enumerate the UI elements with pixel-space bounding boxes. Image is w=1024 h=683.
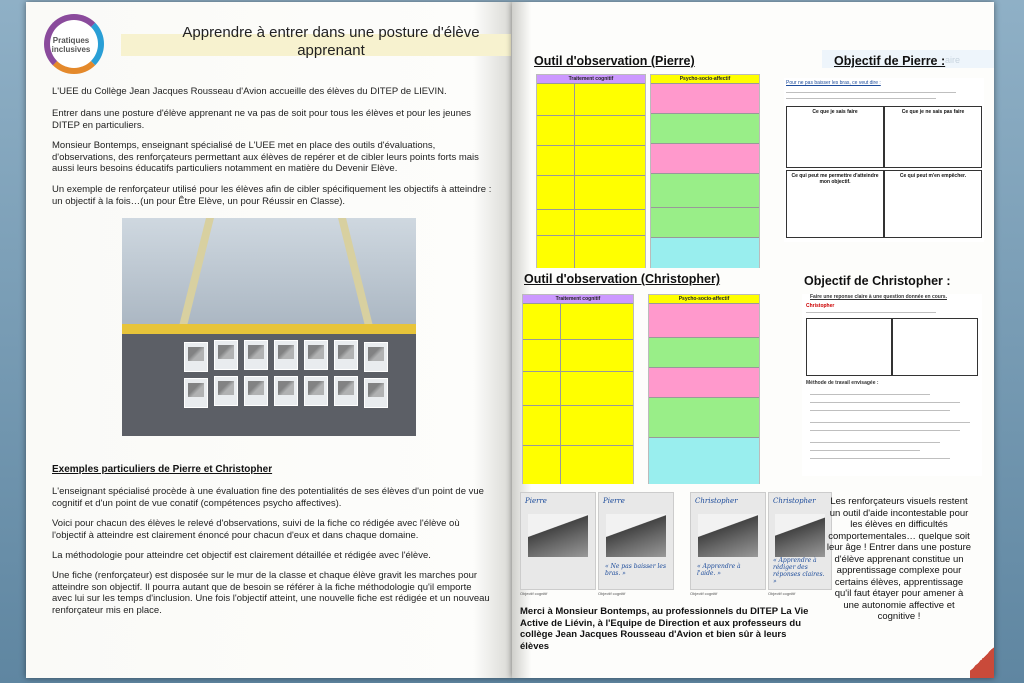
table-row	[649, 437, 759, 484]
intro-paragraph-1: L'UEE du Collège Jean Jacques Rousseau d'Avion accueille des élèves du DITEP de LIEVIN.	[52, 86, 447, 97]
text-line	[810, 450, 920, 451]
christopher-goal: Faire une reponse claire à une question donnée en cours.	[810, 294, 947, 300]
intro-paragraph-2: Entrer dans une posture d'élève apprenant ne va pas de soit pour tous les élèves et pour les jeunes DITEP en particuliers.	[52, 108, 472, 131]
logo-text	[36, 36, 106, 54]
table-row	[649, 337, 759, 368]
pierre-cognitive-table	[536, 74, 646, 268]
table-row	[649, 303, 759, 338]
helps-box	[786, 170, 884, 238]
text-line	[806, 312, 936, 313]
table-row	[651, 237, 759, 268]
tool-pierre-title: Outil d'observation (Pierre)	[534, 54, 695, 68]
reinforcer-card	[598, 492, 674, 590]
psycho-table-header: Psycho-socio-affectif	[651, 75, 759, 83]
card-label: Pierre	[603, 497, 625, 505]
can-do-heading: Ce que je sais faire	[812, 109, 858, 115]
card-label: Christopher	[695, 497, 738, 505]
card-note: « Apprendre à l'aide. »	[697, 563, 741, 577]
christopher-objective-sheet	[802, 294, 982, 476]
thanks-text: Merci à Monsieur Bontemps, au professionnels du DITEP La Vie Active de Liévin, à l'Equipe de Direction et aux professeurs du collège Jean Jacques Rousseau d'Avion et bien sûr à leurs élèves	[520, 606, 809, 652]
body-paragraph-4: Une fiche (renforçateur) est disposée sur le mur de la classe et chaque élève gravit les marches pour atteindre son objectif. Il pourra autant que de besoin se référer à la fiche méthodologie qu'il emporte avec lui sur les temps d'inclusion. Une fois l'objectif atteint, une nouvelle fiche est rédigée et un nouveau renforçateur mis en place.	[52, 570, 490, 616]
body-paragraph-3: La méthodologie pour atteindre cet objectif est clairement détaillée et rédigée avec l'élève.	[52, 550, 431, 561]
photo-sheet	[244, 376, 268, 406]
body-paragraph-1: L'enseignant spécialisé procède à une évaluation fine des potentialités de ses élèves d'un point de vue cognitif et d'un point de vue conatif (compétences psycho affectives).	[52, 486, 484, 509]
card-stairs-image	[775, 514, 825, 557]
page-curl	[970, 640, 994, 678]
text-line	[810, 422, 970, 423]
table-row	[537, 145, 645, 146]
table-row	[649, 397, 759, 438]
photo-sheet	[184, 378, 208, 408]
examples-subtitle: Exemples particuliers de Pierre et Christopher	[52, 464, 273, 475]
page-title: Apprendre à entrer dans une posture d'élève apprenant	[182, 24, 480, 59]
table-row	[537, 115, 645, 116]
reinforcer-card	[520, 492, 596, 590]
card-label: Christopher	[773, 497, 816, 505]
can-do-box	[806, 318, 892, 376]
cannot-do-box	[884, 106, 982, 168]
table-row	[537, 235, 645, 236]
text-line	[786, 92, 956, 93]
cognitive-table-header: Traitement cognitif	[523, 295, 633, 303]
photo-sheet	[184, 342, 208, 372]
table-row	[523, 405, 633, 406]
table-row	[523, 371, 633, 372]
table-row	[651, 207, 759, 238]
card-caption: Objectif cognitif	[690, 591, 718, 596]
table-row	[523, 339, 633, 340]
card-note: « Ne pas baisser les bras. »	[605, 563, 667, 577]
logo-line2: inclusives	[51, 45, 91, 54]
christopher-psycho-table	[648, 294, 760, 484]
can-do-box	[786, 106, 884, 168]
photo-sheet	[364, 342, 388, 372]
text-line	[810, 442, 940, 443]
intro-paragraph-3: Monsieur Bontemps, enseignant spécialisé de L'UEE met en place des outils d'évaluations, d'observations, des renforçateurs permettant aux élèves de repérer et de cibler leurs points forts mais aussi leurs besoins éducatifs particuliers notamment en matière du Devenir Elève.	[52, 140, 479, 174]
text-line	[786, 98, 936, 99]
row-label-cell	[537, 84, 575, 268]
tool-christopher-title: Outil d'observation (Christopher)	[524, 272, 721, 286]
cognitive-table-header: Traitement cognitif	[537, 75, 645, 83]
reinforcer-card	[768, 492, 832, 590]
table-row	[537, 175, 645, 176]
faded-text: aire	[945, 55, 961, 65]
christopher-cognitive-table	[522, 294, 634, 484]
body-paragraph-2: Voici pour chacun des élèves le relevé d'observations, suivi de la fiche co rédigée avec l'élève où l'objectif à atteindre est clairement énoncé pour chacun d'eux et dans chaque domaine.	[52, 518, 460, 541]
row-label-cell	[523, 304, 561, 484]
photo-sheet	[304, 340, 328, 370]
photo-sheet	[334, 340, 358, 370]
card-note: « Apprendre à rédiger des réponses claires. »	[773, 557, 825, 585]
card-stairs-image	[698, 514, 757, 557]
intro-paragraph-4: Un exemple de renforçateur utilisé pour les élèves afin de cibler spécifiquement les objectifs à atteindre : un objectif à la fois…(un pour Être Elève, un pour Réussir en Classe).	[52, 184, 492, 207]
photo-ledge	[122, 324, 416, 334]
card-stairs-image	[606, 514, 665, 557]
photo-sheet	[334, 376, 358, 406]
pierre-psycho-table	[650, 74, 760, 268]
table-row	[651, 113, 759, 144]
christopher-name: Christopher	[806, 303, 835, 309]
table-row	[651, 173, 759, 208]
left-page	[26, 2, 512, 678]
text-line	[810, 402, 960, 403]
photo-sheet	[304, 376, 328, 406]
reinforcer-card	[690, 492, 766, 590]
table-row	[651, 143, 759, 174]
text-line	[810, 410, 950, 411]
photo-sheet	[274, 376, 298, 406]
pierre-sheet-intro: Pour ne pas baisser les bras, ce veut dire :	[786, 80, 881, 86]
photo-sheet	[214, 340, 238, 370]
card-caption: Objectif cognitif	[768, 591, 796, 596]
psycho-table-header: Psycho-socio-affectif	[649, 295, 759, 303]
pierre-objective-sheet	[784, 78, 984, 242]
text-line	[810, 458, 950, 459]
photo-sheet	[214, 376, 238, 406]
prevents-heading: Ce qui peut m'en empêcher.	[899, 173, 967, 179]
pratiques-inclusives-logo	[36, 10, 112, 76]
table-row	[651, 83, 759, 114]
helps-heading: Ce qui peut me permettre d'atteindre mon objectif.	[791, 173, 879, 185]
cannot-do-box	[892, 318, 978, 376]
cannot-do-heading: Ce que je ne sais pas faire	[901, 109, 965, 115]
text-line	[810, 430, 960, 431]
table-row	[523, 303, 633, 484]
objective-pierre-title: Objectif de Pierre :	[834, 54, 946, 68]
card-caption: Objectif cognitif	[520, 591, 548, 596]
text-line	[810, 394, 930, 395]
table-row	[537, 209, 645, 210]
table-row	[649, 367, 759, 398]
objective-christopher-title: Objectif de Christopher :	[804, 274, 951, 288]
card-stairs-image	[528, 514, 587, 557]
photo-sheet	[244, 340, 268, 370]
table-row	[523, 445, 633, 446]
card-caption: Objectif cognitif	[598, 591, 626, 596]
logo-line1: Pratiques	[52, 36, 90, 45]
photo-skylight	[122, 218, 416, 328]
prevents-box	[884, 170, 982, 238]
photo-sheet	[364, 378, 388, 408]
photo-sheet	[274, 340, 298, 370]
card-label: Pierre	[525, 497, 547, 505]
closing-text: Les renforçateurs visuels restent un outil d'aide incontestable pour les élèves en difficultés comportementales… quelque soit leur âge ! Entrer dans une posture d'élève apprenant constitue un apprentissage complexe pour certains élèves, apprentissage qu'il faut étayer pour amener à une autonomie affective et cognitive !	[826, 496, 972, 622]
classroom-photo	[122, 218, 416, 436]
method-heading: Méthode de travail envisagée :	[806, 380, 879, 386]
